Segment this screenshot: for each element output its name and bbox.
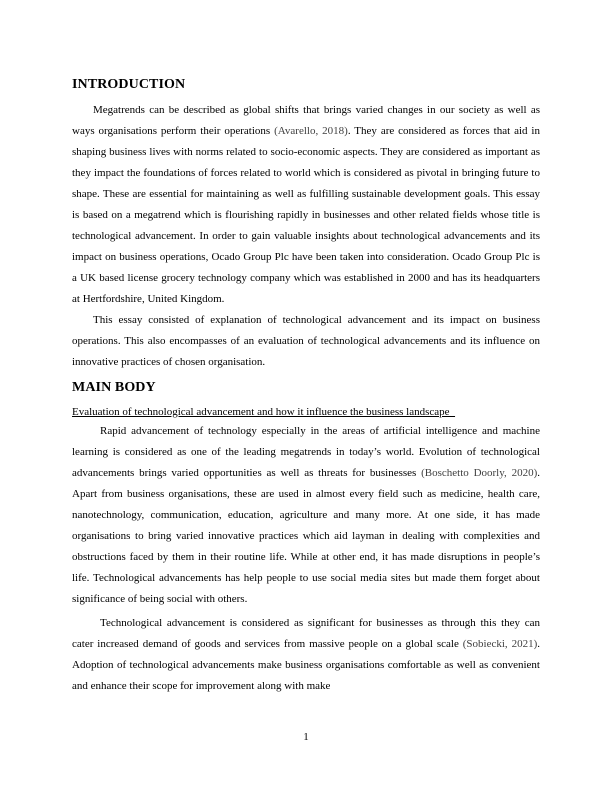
page-number: 1	[303, 731, 309, 743]
introduction-heading: INTRODUCTION	[72, 77, 186, 92]
page-content	[72, 76, 540, 697]
intro-paragraph-1	[72, 100, 540, 310]
main-p2-text-a: Technological advancement is considered as significant for businesses as through this they can cater increased demand of goods and services from massive people on a global scale	[72, 617, 540, 650]
intro-paragraph-2: This essay consisted of explanation of technological advancement and its impact on business operations. This also encompasses of an evaluation of technological advancements and its influence on innovative practices of chosen organisation.	[72, 314, 540, 368]
main-p1-text-a: Rapid advancement of technology especially in the areas of artificial intelligence and machine learning is considered as one of the leading megatrends in today’s world. Evolution of technological advancements brings varied opportunities as well as threats for businesses	[72, 425, 540, 479]
main-paragraph-1	[72, 421, 540, 610]
main-body-heading: MAIN BODY	[72, 380, 156, 395]
citation-sobiecki: (Sobiecki, 2021)	[462, 638, 538, 650]
citation-avarello: (Avarello, 2018)	[274, 125, 348, 137]
intro-p1-text-b: . They are considered as forces that aid in shaping business lives with norms related to socio-economic aspects. They are considered as important as they impact the foundations of forces related to world which is considered as pivotal in bringing future to shape. These are essential for maintaining as well as fulfilling sustainable development goals. This essay is based on a megatrend which is flourishing rapidly in businesses and other related fields whose title is technological advancement. In order to gain valuable insights about technological advancements and its impact on business operations, Ocado Group Plc have been taken into consideration. Ocado Group Plc is a UK based license grocery technology company which was established in 2000 and has its headquarters at Hertfordshire, United Kingdom.	[72, 125, 540, 305]
main-paragraph-2	[72, 613, 540, 697]
main-body-subheading: Evaluation of technological advancement and how it influence the business landscape	[72, 406, 456, 418]
intro-p1-text-a: Megatrends can be described as global shifts that brings varied changes in our society as well as ways organisations perform their operations	[72, 104, 540, 137]
main-p2-text-b: . Adoption of technological advancements make business organisations comfortable as well as convenient and enhance their scope for improvement along with make	[72, 638, 540, 692]
citation-boschetto-doorly: (Boschetto Doorly, 2020)	[421, 467, 538, 479]
main-p1-text-b: . Apart from business organisations, these are used in almost every field such as medicine, health care, nanotechnology, communication, education, agriculture and many more. At one side, it has made organisations to bring varied innovative practices which aid layman in dealing with complexities and obstructions faced by them in their routine life. While at other end, it has made disruptions in people’s life. Technological advancements has help people to use social media sites but made them forget about significance of being social with others.	[72, 467, 540, 605]
